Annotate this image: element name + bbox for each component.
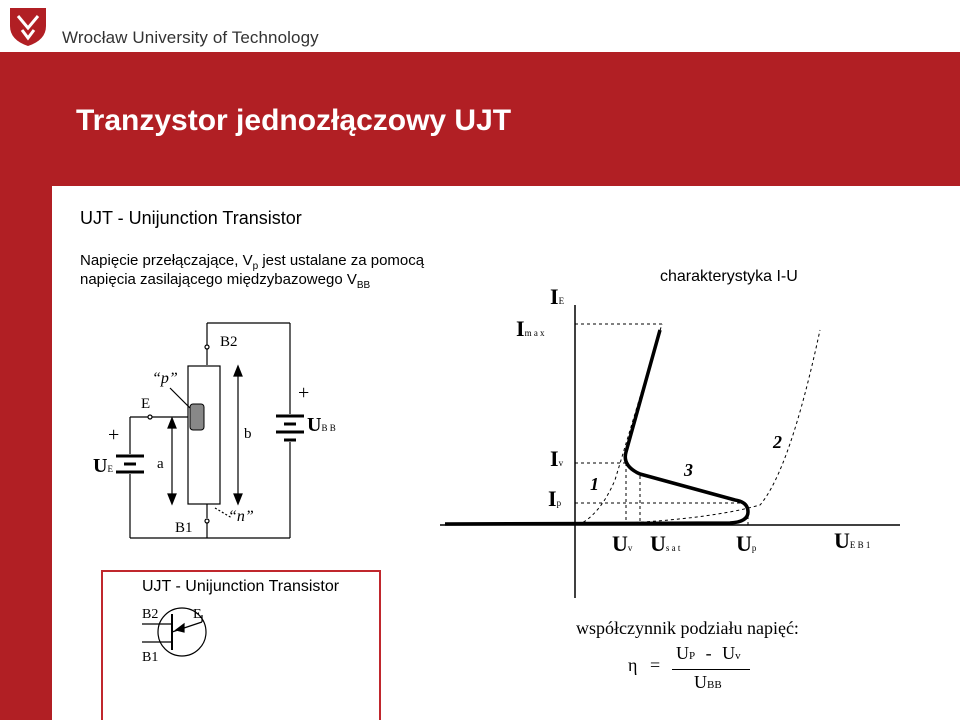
symbol-heading: UJT - Unijunction Transistor (142, 578, 340, 595)
university-name: Wrocław University of Technology (62, 28, 319, 47)
label-usat: Us a t (650, 531, 681, 556)
label-ue: UE (93, 455, 113, 477)
intro-line-1: Napięcie przełączające, $V_p$ jest ustalane za pomocą (80, 252, 425, 272)
label-p: “p” (152, 370, 178, 387)
symbol-e: E (193, 607, 202, 622)
symbol-b2: B2 (142, 607, 159, 622)
slide-title: Tranzystor jednozłączowy UJT (76, 104, 512, 137)
axis-ie: IE (550, 284, 565, 309)
label-b: b (244, 426, 252, 442)
curve-label-2: 2 (773, 432, 782, 452)
label-b2: B2 (220, 334, 238, 350)
plus-ue: + (108, 424, 120, 446)
formula-numerator: UP - Uv (676, 643, 741, 663)
label-ip: Ip (548, 486, 562, 511)
plus-ubb: + (298, 382, 310, 404)
fraction-line (672, 669, 750, 670)
curve-label-1: 1 (590, 474, 599, 494)
label-ubb: UB B (307, 414, 336, 436)
formula-caption: współczynnik podziału napięć: (576, 618, 799, 638)
label-b1: B1 (175, 520, 193, 536)
symbol-b1: B1 (142, 650, 159, 665)
label-n: “n” (228, 508, 254, 525)
axis-ueb1: UE B 1 (834, 528, 871, 553)
label-imax: Im a x (516, 316, 545, 341)
label-up: Up (736, 531, 757, 556)
left-strip (0, 52, 52, 720)
label-iv: Iv (550, 446, 564, 471)
intro-line-2: napięcia zasilającego międzybazowego $V_{BB}$ (80, 271, 371, 291)
eta-symbol: η (628, 655, 638, 675)
label-e: E (141, 396, 151, 412)
label-uv: Uv (612, 531, 633, 556)
intro-heading: UJT - Unijunction Transistor (80, 208, 302, 228)
formula-denominator: UBB (694, 672, 722, 692)
curve-label-3: 3 (684, 460, 693, 480)
chart-title: charakterystyka I-U (660, 268, 798, 285)
label-a: a (157, 456, 164, 472)
emitter-junction (190, 404, 204, 430)
university-logo-icon (6, 4, 50, 48)
equals-sign: = (650, 655, 661, 675)
